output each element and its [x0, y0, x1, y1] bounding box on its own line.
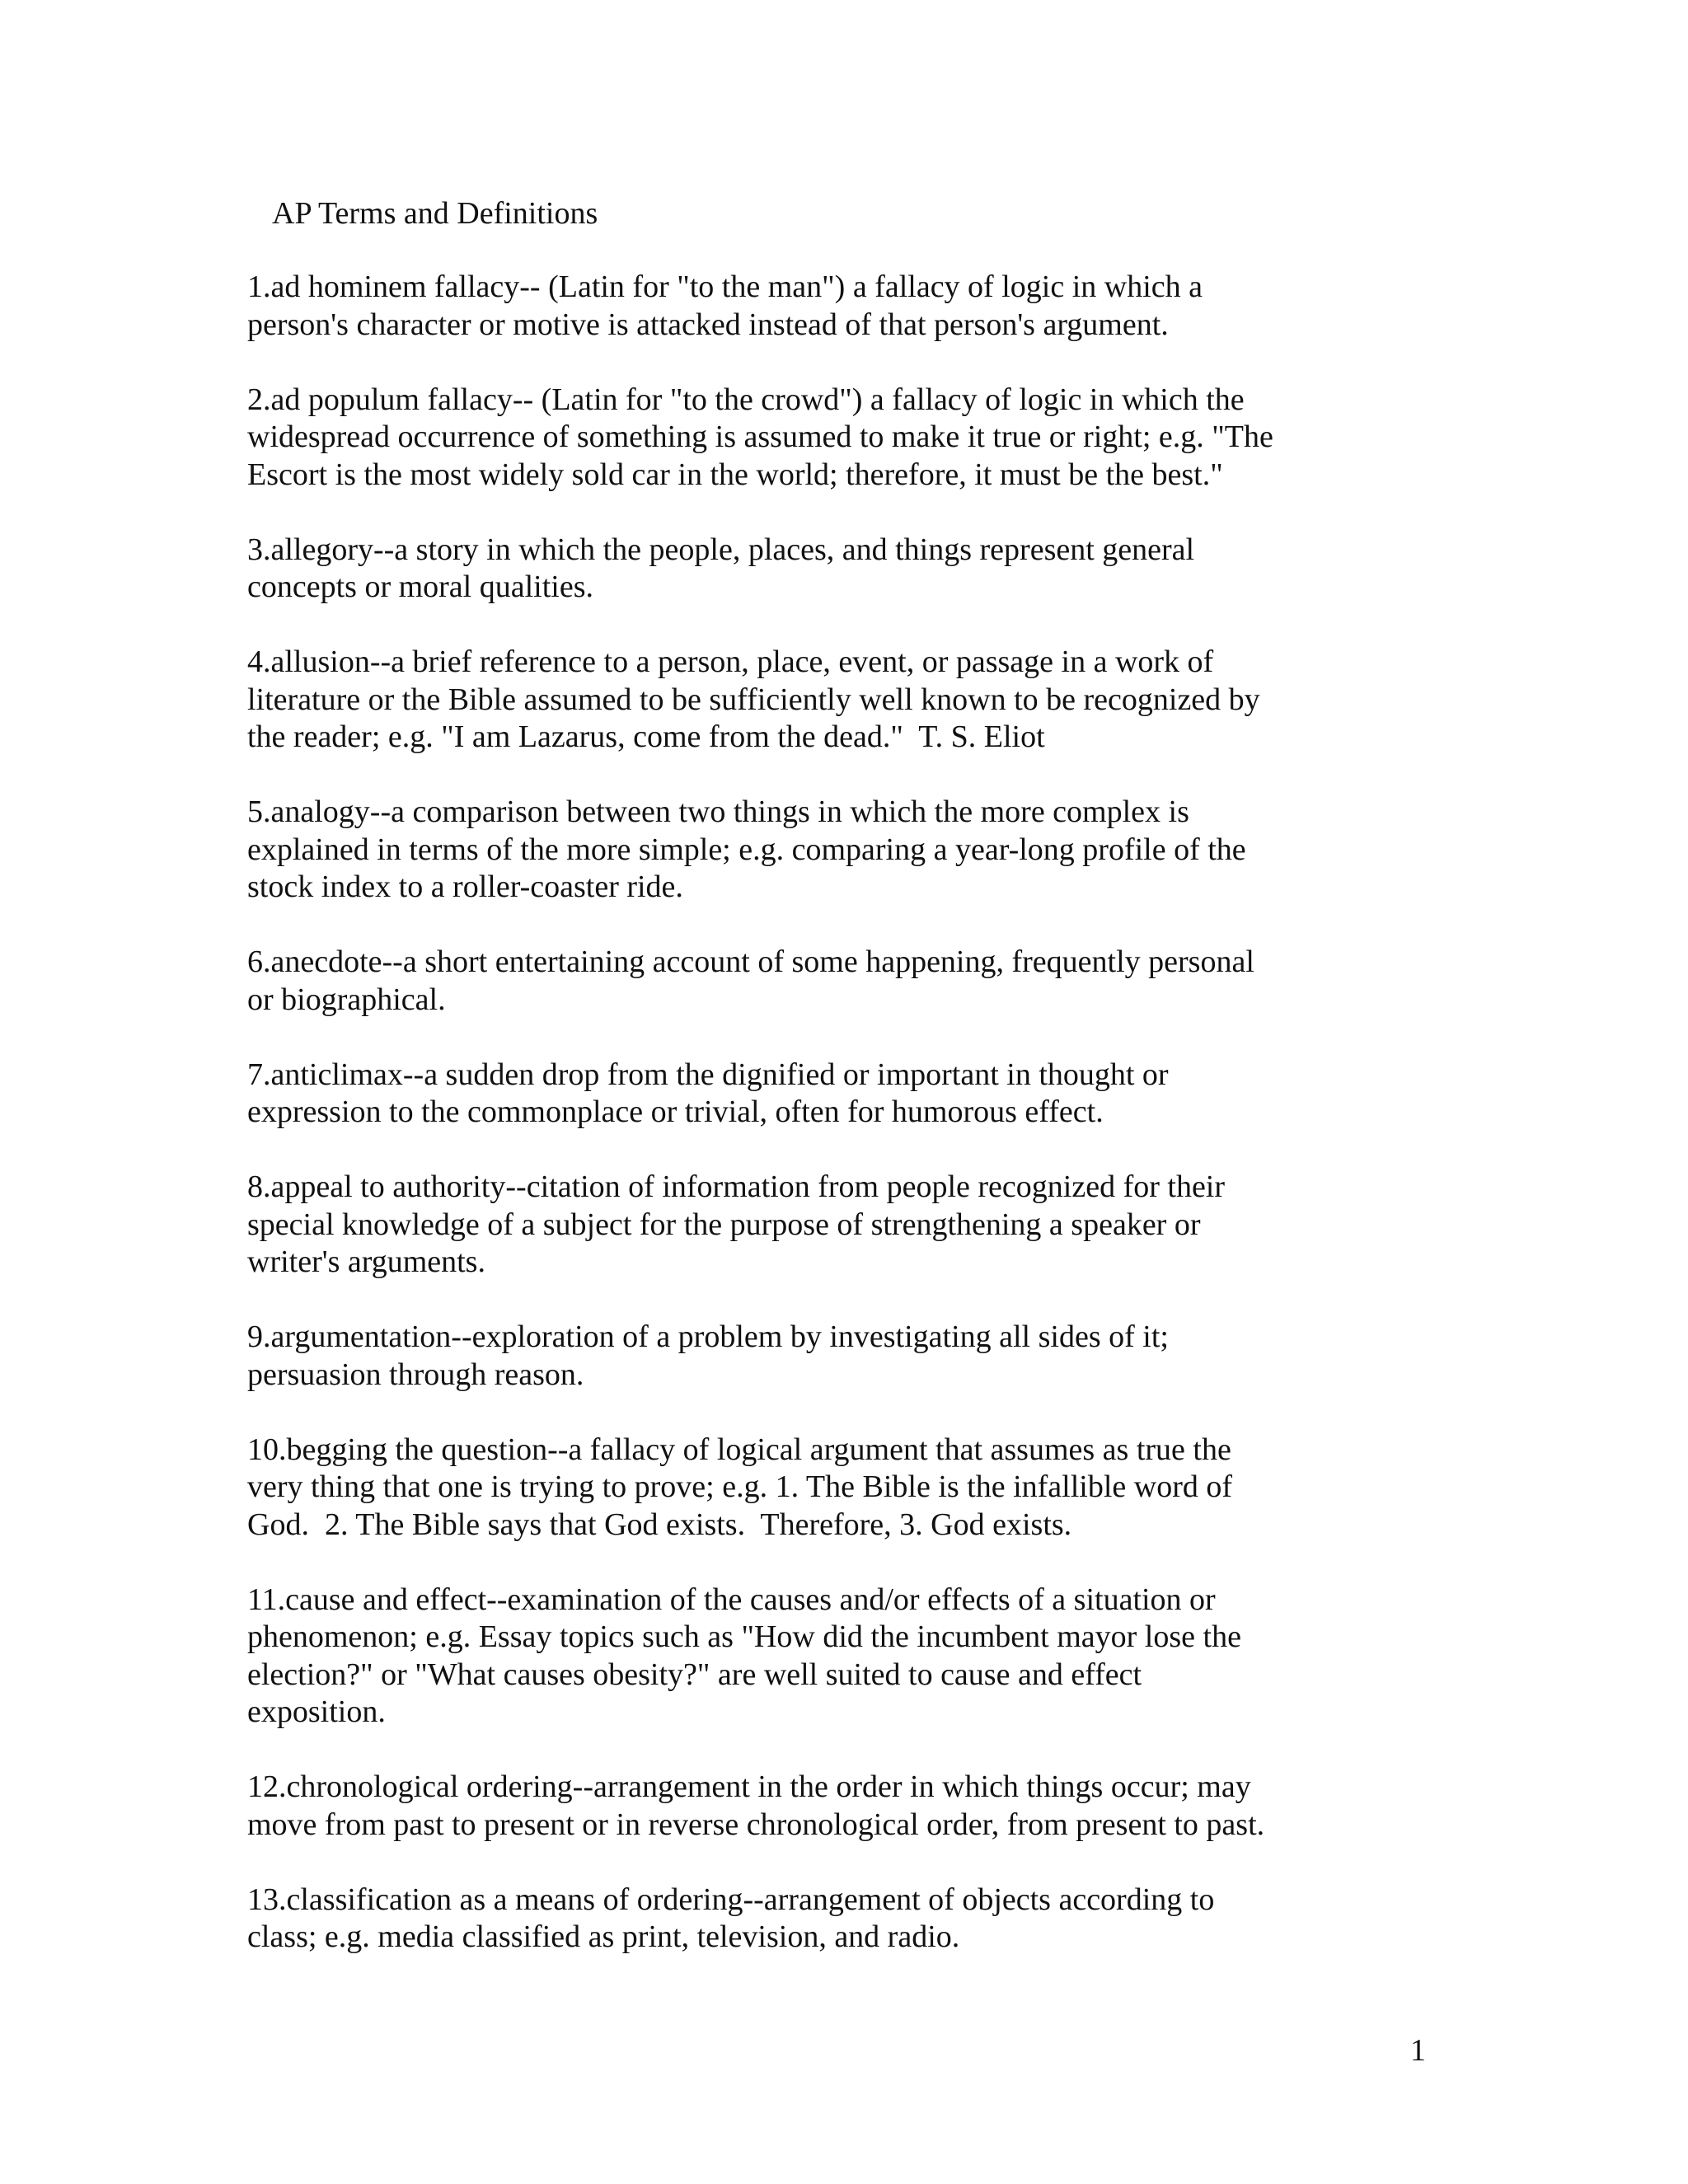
- definition-line: 3.allegory--a story in which the people, places, and things represent general: [247, 532, 1195, 567]
- definition-line: 12.chronological ordering--arrangement in the order in which things occur; may: [247, 1769, 1251, 1804]
- definition-line: widespread occurrence of something is assumed to make it true or right; e.g. "The: [247, 419, 1273, 454]
- definition-entry: [247, 532, 1442, 607]
- definition-line: concepts or moral qualities.: [247, 569, 593, 604]
- definition-line: exposition.: [247, 1694, 386, 1729]
- definition-line: 6.anecdote--a short entertaining account of some happening, frequently personal: [247, 944, 1254, 979]
- definition-entry: [247, 382, 1442, 494]
- definition-line: 8.appeal to authority--citation of information from people recognized for their: [247, 1169, 1226, 1204]
- definition-entry: [247, 944, 1442, 1019]
- definition-entry: [247, 1582, 1442, 1732]
- definition-line: 1.ad hominem fallacy-- (Latin for "to the man") a fallacy of logic in which a: [247, 269, 1203, 304]
- definition-entry: [247, 269, 1442, 344]
- definition-line: the reader; e.g. "I am Lazarus, come from the dead." T. S. Eliot: [247, 719, 1045, 754]
- definition-line: move from past to present or in reverse chronological order, from present to past.: [247, 1807, 1265, 1842]
- definition-line: stock index to a roller-coaster ride.: [247, 869, 683, 904]
- definition-line: special knowledge of a subject for the purpose of strengthening a speaker or: [247, 1207, 1201, 1242]
- definition-line: 13.classification as a means of ordering--arrangement of objects according to: [247, 1882, 1215, 1917]
- definition-line: 5.analogy--a comparison between two things in which the more complex is: [247, 794, 1189, 829]
- definition-line: expression to the commonplace or trivial, often for humorous effect.: [247, 1094, 1104, 1129]
- definition-line: 11.cause and effect--examination of the causes and/or effects of a situation or: [247, 1582, 1216, 1617]
- definition-line: 4.allusion--a brief reference to a person, place, event, or passage in a work of: [247, 644, 1214, 679]
- definition-entry: [247, 1319, 1442, 1394]
- definition-line: writer's arguments.: [247, 1244, 485, 1279]
- definition-line: Escort is the most widely sold car in the world; therefore, it must be the best.": [247, 457, 1223, 492]
- definition-entry: [247, 1769, 1442, 1844]
- definition-entry: [247, 794, 1442, 907]
- definition-line: very thing that one is trying to prove; e.g. 1. The Bible is the infallible word of: [247, 1469, 1233, 1504]
- definition-line: 7.anticlimax--a sudden drop from the dignified or important in thought or: [247, 1057, 1169, 1092]
- definition-line: phenomenon; e.g. Essay topics such as "How did the incumbent mayor lose the: [247, 1619, 1241, 1654]
- definition-list: [247, 269, 1442, 1994]
- definition-line: or biographical.: [247, 982, 446, 1017]
- definition-entry: [247, 1057, 1442, 1132]
- definition-line: class; e.g. media classified as print, television, and radio.: [247, 1919, 960, 1954]
- definition-line: 10.begging the question--a fallacy of logical argument that assumes as true the: [247, 1432, 1231, 1467]
- definition-line: 9.argumentation--exploration of a problem by investigating all sides of it;: [247, 1319, 1169, 1354]
- definition-entry: [247, 1882, 1442, 1957]
- definition-line: literature or the Bible assumed to be sufficiently well known to be recognized by: [247, 682, 1260, 717]
- definition-entry: [247, 1169, 1442, 1282]
- definition-line: explained in terms of the more simple; e.g. comparing a year-long profile of the: [247, 832, 1246, 867]
- definition-entry: [247, 644, 1442, 757]
- definition-line: person's character or motive is attacked instead of that person's argument.: [247, 307, 1169, 342]
- definition-entry: [247, 1432, 1442, 1544]
- definition-line: 2.ad populum fallacy-- (Latin for "to the crowd") a fallacy of logic in which the: [247, 382, 1245, 417]
- document-title: AP Terms and Definitions: [272, 196, 598, 231]
- definition-line: persuasion through reason.: [247, 1357, 584, 1392]
- definition-line: God. 2. The Bible says that God exists. Therefore, 3. God exists.: [247, 1507, 1072, 1542]
- page-number: 1: [1410, 2033, 1426, 2068]
- definition-line: election?" or "What causes obesity?" are well suited to cause and effect: [247, 1657, 1142, 1692]
